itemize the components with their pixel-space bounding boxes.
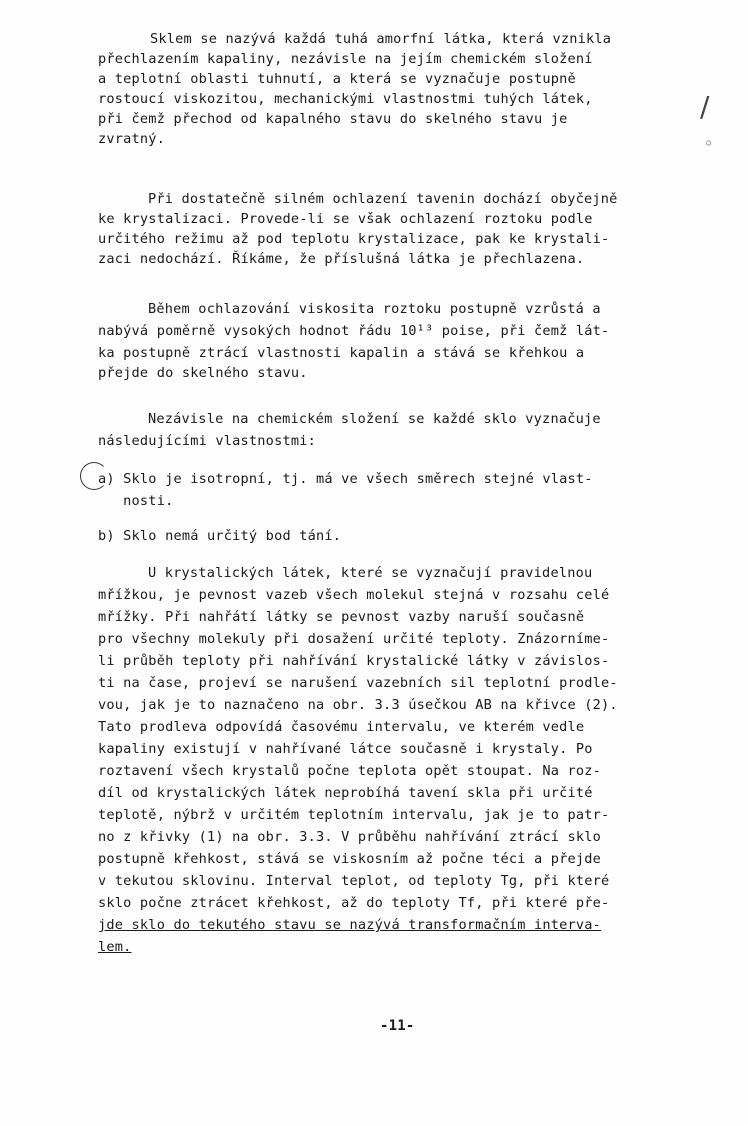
text-line: Nezávisle na chemickém složení se každé sklo vyznačuje <box>148 411 601 427</box>
text-line: mřížkou, je pevnost vazeb všech molekul stejná v rozsahu celé <box>98 587 610 603</box>
text-line: li průběh teploty při nahřívání krystalické látky v závislos- <box>98 653 610 669</box>
text-line: a) Sklo je isotropní, tj. má ve všech směrech stejné vlast- <box>98 471 593 487</box>
text-line: ti na čase, projeví se narušení vazebních sil teplotní prodle- <box>98 675 618 691</box>
text-line: no z křivky (1) na obr. 3.3. V průběhu nahřívání ztrácí sklo <box>98 829 602 845</box>
text-line: postupně křehkost, stává se viskosním až počne téci a přejde <box>98 851 602 867</box>
text-line: nosti. <box>98 493 174 509</box>
text-line: zaci nedochází. Říkáme, že příslušná látka je přechlazena. <box>98 251 585 267</box>
text-line: U krystalických látek, které se vyznačují pravidelnou <box>148 565 593 581</box>
text-line: díl od krystalických látek neprobíhá tavení skla při určité <box>98 785 593 801</box>
text-line: přejde do skelného stavu. <box>98 365 308 381</box>
text-line: a teplotní oblasti tuhnutí, a která se vyznačuje postupně <box>98 71 576 87</box>
margin-mark: / <box>700 90 710 123</box>
text-line: Sklem se nazývá každá tuhá amorfní látka, která vznikla <box>150 31 612 47</box>
text-line: ka postupně ztrácí vlastnosti kapalin a stává se křehkou a <box>98 345 585 361</box>
text-line: následujícími vlastnostmi: <box>98 433 316 449</box>
text-line: kapaliny existují v nahřívané látce současně i krystaly. Po <box>98 741 593 757</box>
text-line: při čemž přechod od kapalného stavu do skelného stavu je <box>98 111 568 127</box>
text-line: vou, jak je to naznačeno na obr. 3.3 úsečkou AB na křivce (2). <box>98 697 618 713</box>
text-line: jde sklo do tekutého stavu se nazývá transformačním interva- <box>98 917 602 933</box>
text-line: roztavení všech krystalů počne teplota opět stoupat. Na roz- <box>98 763 602 779</box>
text-line: sklo počne ztrácet křehkost, až do teploty Tf, při které pře- <box>98 895 610 911</box>
text-line: rostoucí viskozitou, mechanickými vlastnostmi tuhých látek, <box>98 91 593 107</box>
text-line: lem. <box>98 939 132 955</box>
text-line: v tekutou sklovinu. Interval teplot, od teploty Tg, při které <box>98 873 610 889</box>
text-line: zvratný. <box>98 131 166 147</box>
text-line: Během ochlazování viskosita roztoku postupně vzrůstá a <box>148 301 601 317</box>
text-line: teplotě, nýbrž v určitém teplotním intervalu, jak je to patr- <box>98 807 610 823</box>
text-line: mřížky. Při nahřátí látky se pevnost vazby naruší současně <box>98 609 585 625</box>
text-line: přechlazením kapaliny, nezávisle na jejím chemickém složení <box>98 51 593 67</box>
text-line: Při dostatečně silném ochlazení tavenin dochází obyčejně <box>148 191 618 207</box>
margin-mark: ◦ <box>704 134 714 153</box>
page-number: -11- <box>380 1018 415 1034</box>
text-line: určitého režimu až pod teplotu krystalizace, pak ke krystali- <box>98 231 610 247</box>
text-line: nabývá poměrně vysokých hodnot řádu 10¹³ poise, při čemž lát- <box>98 323 610 339</box>
text-line: b) Sklo nemá určitý bod tání. <box>98 528 342 544</box>
text-line: pro všechny molekuly při dosažení určité teploty. Znázorníme- <box>98 631 610 647</box>
text-line: ke krystalizaci. Provede-li se však ochlazení roztoku podle <box>98 211 593 227</box>
text-line: Tato prodleva odpovídá časovému intervalu, ve kterém vedle <box>98 719 585 735</box>
